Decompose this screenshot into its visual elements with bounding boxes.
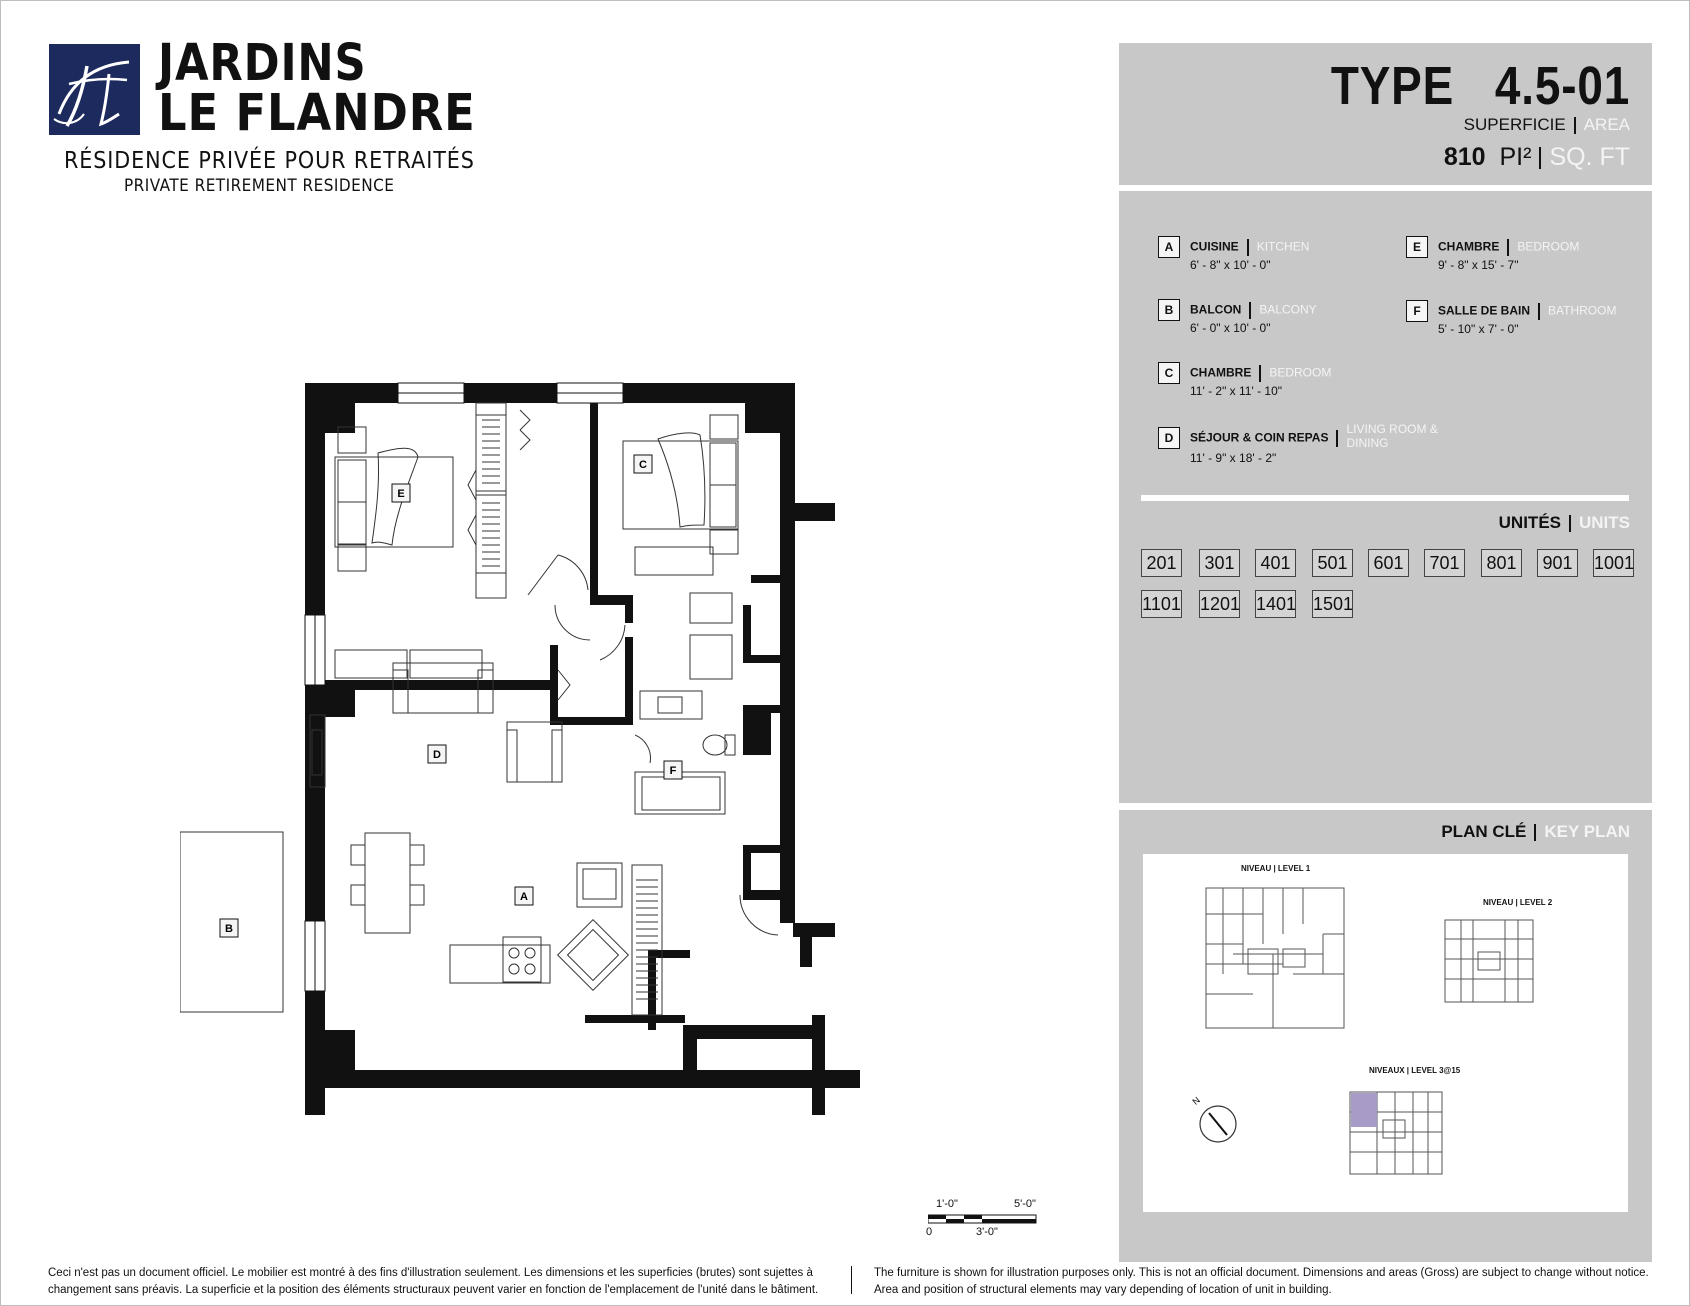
unit-chip: 501 [1312,549,1353,577]
plan-label-c: C [639,459,647,471]
brand-name-line1: JARDINS [158,34,367,93]
scale-label-0: 0 [926,1226,933,1238]
type-label: TYPE [1330,56,1454,116]
divider [1141,495,1629,501]
unit-chip: 1501 [1312,590,1353,618]
unit-type-title [1331,55,1630,117]
unit-type-panel [1119,43,1652,185]
scale-label-5ft: 5'-0" [1014,1198,1036,1210]
floor-plan [180,375,860,1115]
logo-monogram [49,44,140,135]
brand-name-line2: LE FLANDRE [158,84,476,143]
scale-label-3ft: 3'-0" [976,1226,998,1238]
brand-subtitle-fr: RÉSIDENCE PRIVÉE POUR RETRAITÉS [64,148,475,174]
unit-chip: 801 [1481,549,1522,577]
units-label: UNITÉS UNITS [1498,513,1630,532]
unit-chip: 1401 [1255,590,1296,618]
unit-chip: 201 [1141,549,1182,577]
unit-chip: 701 [1424,549,1465,577]
key-plan-label: PLAN CLÉ KEY PLAN [1441,822,1630,841]
unit-chip: 1001 [1593,549,1634,577]
unit-chip: 401 [1255,549,1296,577]
area-label: SUPERFICIE AREA [1463,115,1630,134]
scale-label-1ft: 1'-0" [936,1198,958,1210]
unit-chip: 1101 [1141,590,1182,618]
plan-label-a: A [520,891,528,903]
disclaimer-fr: Ceci n'est pas un document officiel. Le mobilier est montré à des fins d'illustration seulement. Les dimensions et les superficies (brutes) sont sujettes à changement sans préavis. La superficie et la position des éléments structuraux peuvent varier en fonction de l'emplacement de l'unité dans le bâtiment. [48,1267,819,1296]
rooms-panel: A CUISINE KITCHEN 6' - 8" x 10' - 0" B BALCON BALCONY 6' - 0" x 10' - 0" C CHAMBRE BEDROOM 11' - 2" x 11' - 10" D SÉJOUR & COIN REPASLIVING ROOM & DINING 11' - 9" x 18' - 2" E CHAMBRE BEDROOM 9' - 8" x 15' - 7" F SALLE DE BAIN BATHROOM 5' - 10" x 7' - 0" UNITÉS UNITS 201 301 401 501 601 701 801 901 1001 1101 1201 1401 1501 [1119,191,1652,803]
level3-label: NIVEAUX | LEVEL 3@15 [1369,1066,1461,1075]
north-label: N [1190,1094,1202,1107]
plan-label-d: D [433,749,441,761]
walls [305,383,860,1115]
highlighted-unit [1351,1093,1377,1127]
unit-chip: 601 [1368,549,1409,577]
unit-chip: 1201 [1199,590,1240,618]
key-plan-panel [1119,810,1652,1262]
level1-label: NIVEAU | LEVEL 1 [1241,864,1311,873]
type-code: 4.5-01 [1494,56,1630,116]
level2-label: NIVEAU | LEVEL 2 [1483,898,1553,907]
unit-chip: 901 [1537,549,1578,577]
unit-chip: 301 [1199,549,1240,577]
plan-label-f: F [669,765,677,777]
plan-label-b: B [225,923,233,935]
disclaimer-en: The furniture is shown for illustration purposes only. This is not an official document. Dimensions and areas (Gross) are subject to change without notice. Area and position of structural elements may vary depending of location of unit in building. [874,1267,1649,1296]
plan-label-e: E [397,488,405,500]
brand-subtitle-en: PRIVATE RETIREMENT RESIDENCE [124,176,395,196]
key-plan-drawing [1143,854,1628,1212]
area-value: 810 PI² SQ. FT [1443,143,1630,171]
footer-divider [851,1266,852,1294]
key-plan-svg [1143,854,1628,1212]
